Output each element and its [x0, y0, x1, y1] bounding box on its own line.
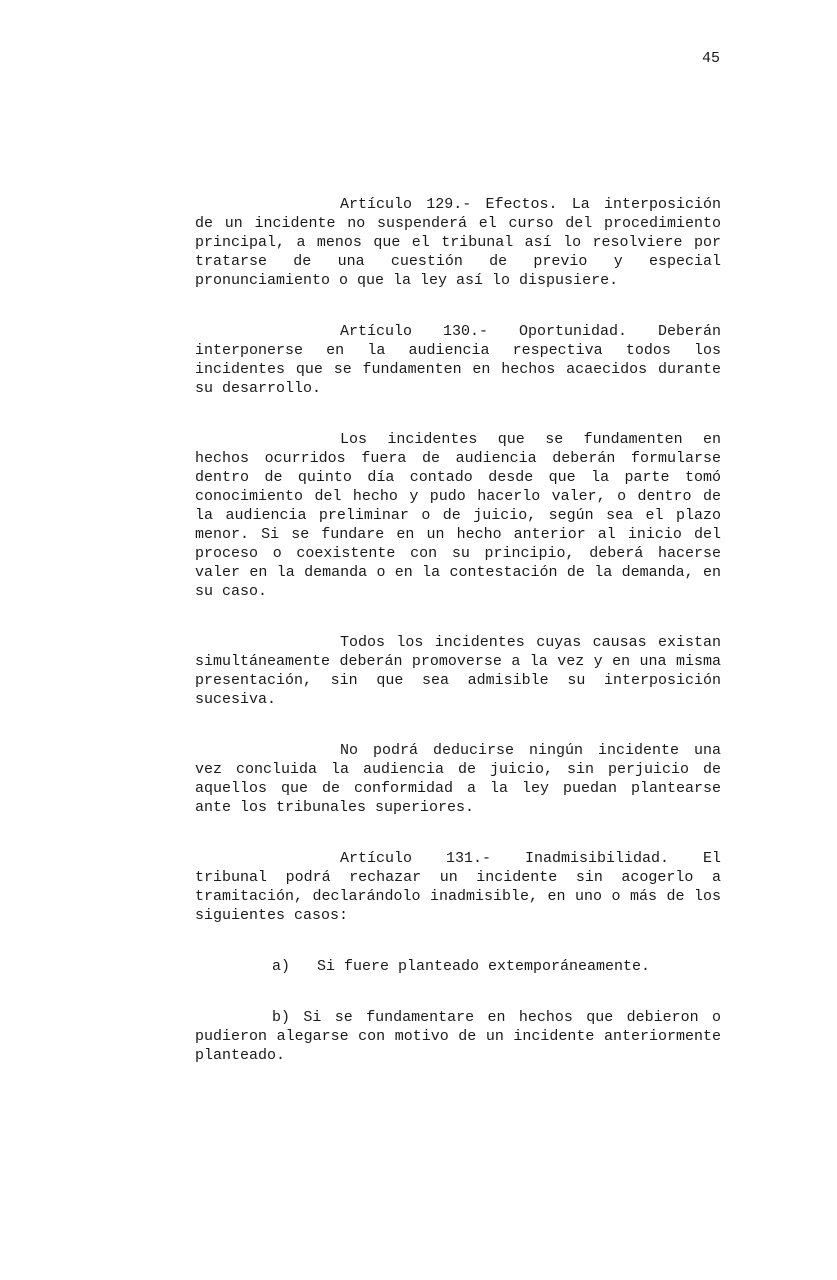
article-130-paragraph-3: Todos los incidentes cuyas causas existan simultáneamente deberán promoverse a la vez y en una misma presentación, sin que sea admisible su interposición sucesiva.	[195, 634, 721, 708]
document-body	[195, 195, 721, 1065]
article-130-paragraph-2: Los incidentes que se fundamenten en hechos ocurridos fuera de audiencia deberán formularse dentro de quinto día contado desde que la parte tomó conocimiento del hecho y pudo hacerlo valer, o dentro de la audiencia preliminar o de juicio, según sea el plazo menor. Si se fundare en un hecho anterior al inicio del proceso o coexistente con su principio, deberá hacerse valer en la demanda o en la contestación de la demanda, en su caso.	[195, 431, 721, 600]
article-131-paragraph: Artículo 131.- Inadmisibilidad. El tribunal podrá rechazar un incidente sin acogerlo a tramitación, declarándolo inadmisible, en uno o más de los siguientes casos:	[195, 850, 721, 924]
list-item-b: b) Si se fundamentare en hechos que debieron o pudieron alegarse con motivo de un incidente anteriormente planteado.	[195, 1009, 721, 1064]
article-130-paragraph-4: No podrá deducirse ningún incidente una vez concluida la audiencia de juicio, sin perjuicio de aquellos que de conformidad a la ley puedan plantearse ante los tribunales superiores.	[195, 742, 721, 816]
list-item-a: a) Si fuere planteado extemporáneamente.	[272, 958, 651, 975]
page-number: 45	[701, 50, 720, 67]
article-129-paragraph: Artículo 129.- Efectos. La interposición de un incidente no suspenderá el curso del procedimiento principal, a menos que el tribunal así lo resolviere por tratarse de una cuestión de previo y especial pronunciamiento o que la ley así lo dispusiere.	[195, 196, 721, 289]
article-130-paragraph: Artículo 130.- Oportunidad. Deberán interponerse en la audiencia respectiva todos los incidentes que se fundamenten en hechos acaecidos durante su desarrollo.	[195, 323, 721, 397]
